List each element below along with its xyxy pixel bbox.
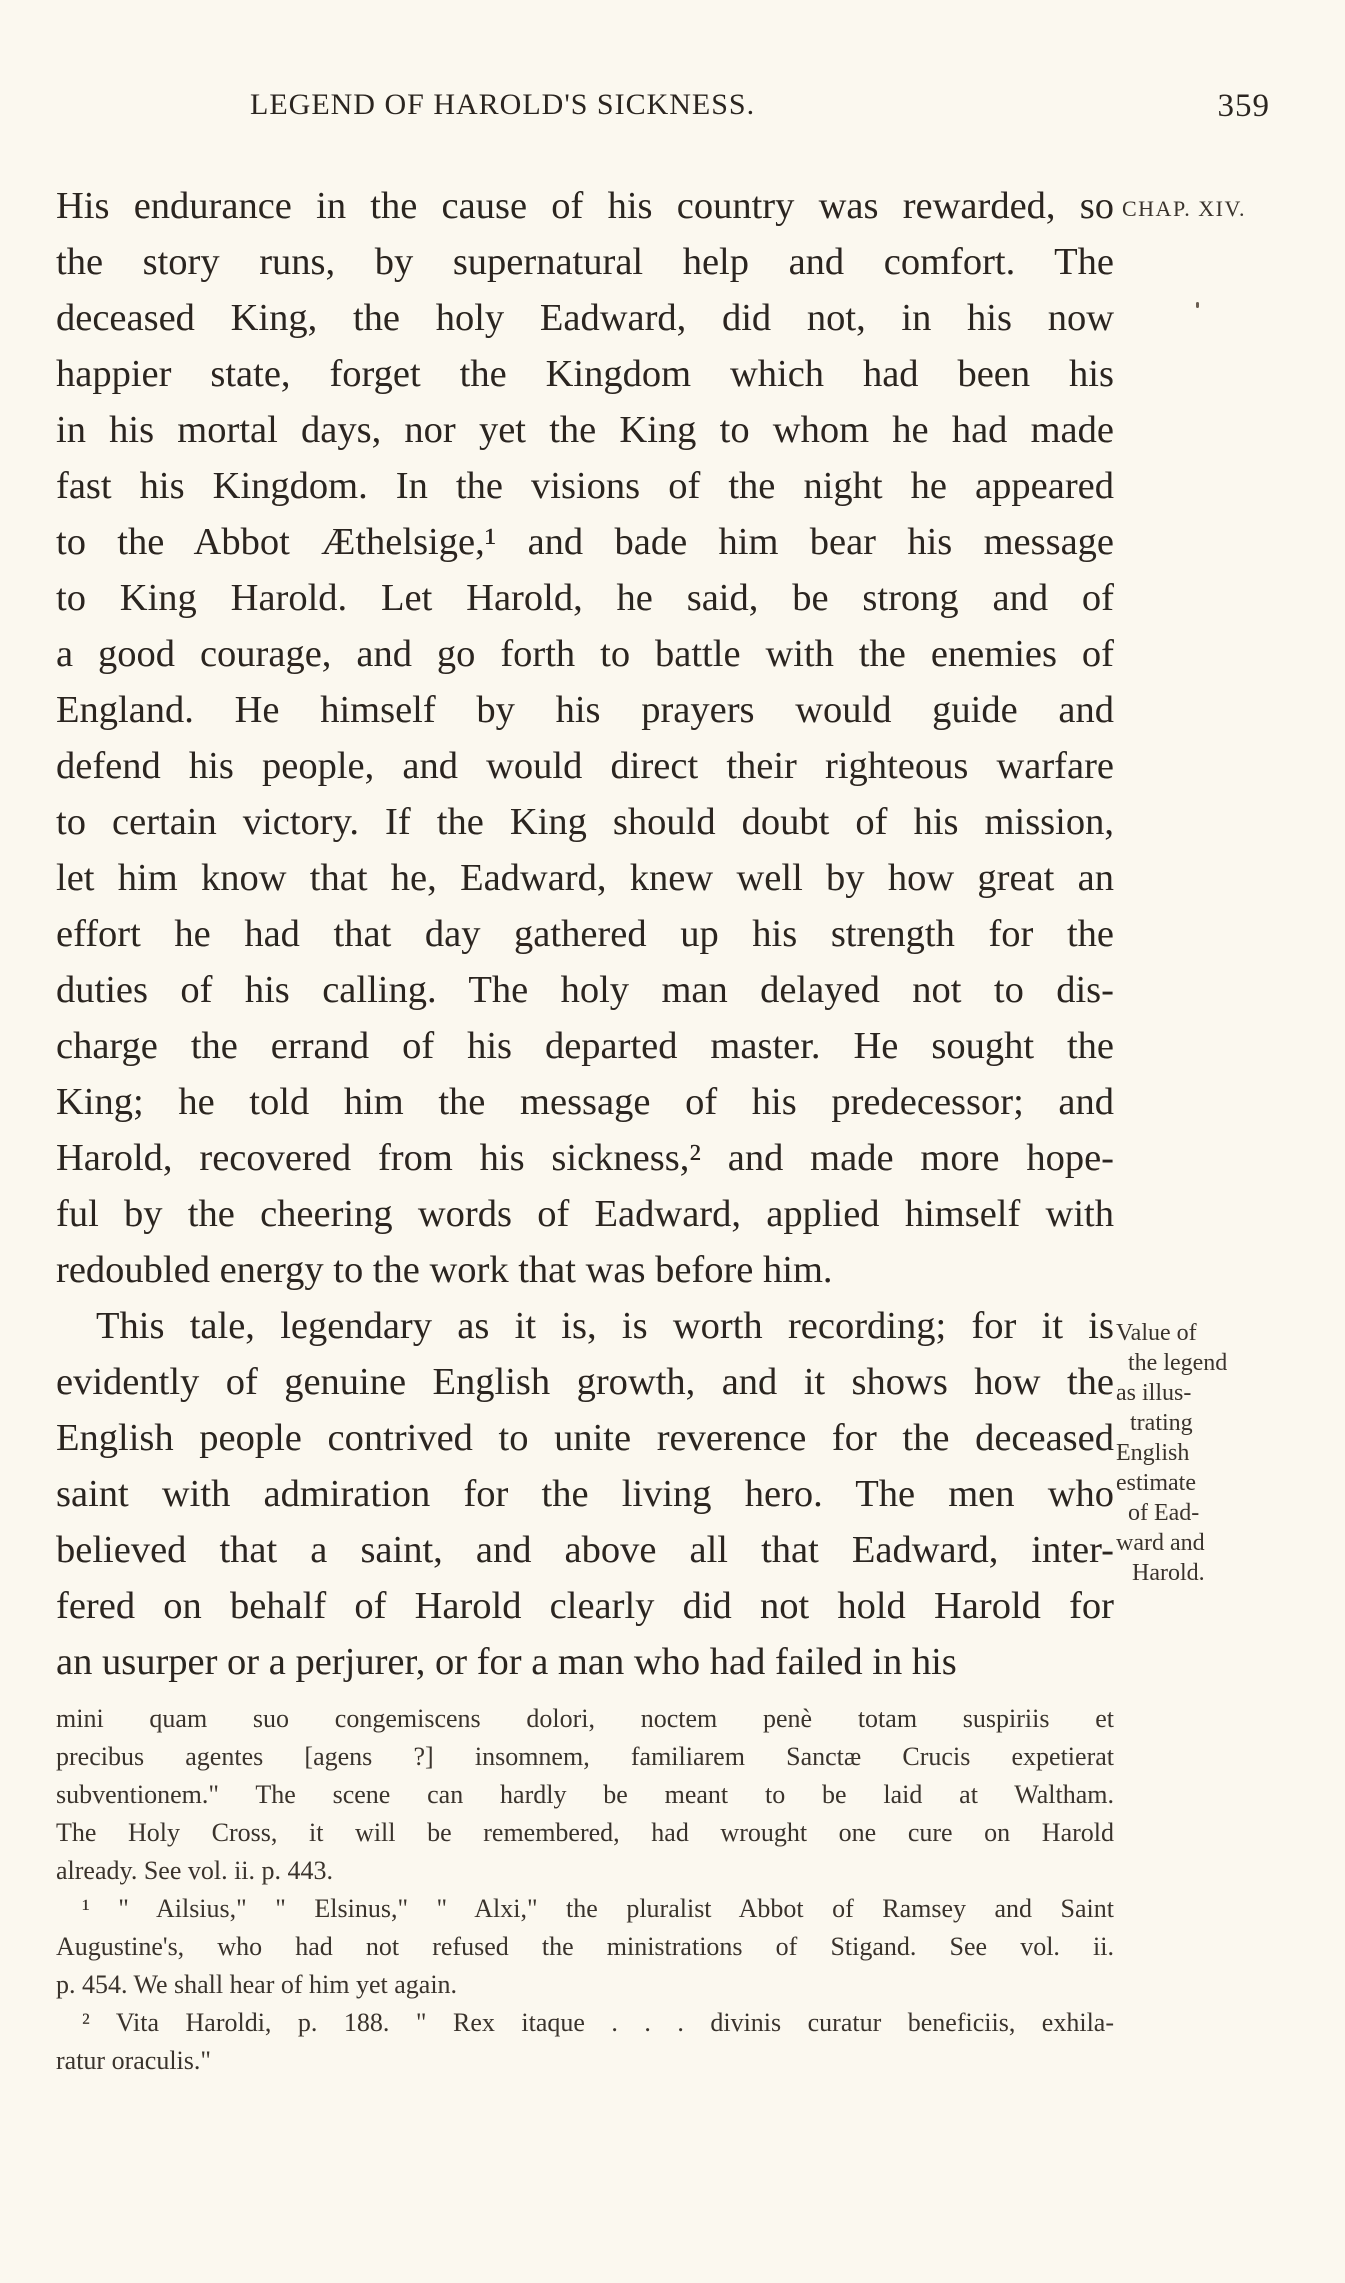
footnote-line: ² Vita Haroldi, p. 188. " Rex itaque . . . divinis curatur beneficiis, exhila- [82, 2008, 1114, 2037]
footnote-1 [56, 1890, 1114, 2004]
text-line: an usurper or a perjurer, or for a man who had failed in his [56, 1641, 957, 1683]
sidenote-line: the legend [1128, 1350, 1228, 1376]
sidenote-line: estimate [1116, 1470, 1196, 1496]
text-line: ful by the cheering words of Eadward, applied himself with [56, 1193, 1114, 1235]
text-line: to King Harold. Let Harold, he said, be strong and of [56, 577, 1114, 619]
sidenote-line: English [1116, 1440, 1190, 1466]
text-line: evidently of genuine English growth, and it shows how the [56, 1361, 1114, 1403]
ink-speck [1196, 302, 1199, 308]
paragraph-2 [56, 1298, 1114, 1690]
text-line: defend his people, and would direct their righteous warfare [56, 745, 1114, 787]
sidenote-line: trating [1130, 1410, 1193, 1436]
text-line: fered on behalf of Harold clearly did not hold Harold for [56, 1585, 1114, 1627]
text-line: happier state, forget the Kingdom which had been his [56, 353, 1114, 395]
text-line: a good courage, and go forth to battle with the enemies of [56, 633, 1114, 675]
text-line: to certain victory. If the King should doubt of his mission, [56, 801, 1114, 843]
page-number: 359 [1217, 88, 1270, 124]
footnote-line: p. 454. We shall hear of him yet again. [56, 1970, 458, 1999]
chapter-sidenote: CHAP. XIV. [1122, 196, 1247, 221]
sidenote-line: Value of [1116, 1320, 1197, 1346]
main-text [56, 178, 1114, 1690]
footnote-2 [56, 2004, 1114, 2080]
sidenote-line: ward and [1116, 1530, 1205, 1556]
footnotes [56, 1700, 1114, 2080]
text-line: in his mortal days, nor yet the King to whom he had made [56, 409, 1114, 451]
paragraph-1 [56, 178, 1114, 1298]
text-line: let him know that he, Eadward, knew well by how great an [56, 857, 1114, 899]
footnote-line: Augustine's, who had not refused the ministrations of Stigand. See vol. ii. [56, 1932, 1114, 1961]
footnote-line: already. See vol. ii. p. 443. [56, 1856, 334, 1885]
text-line: English people contrived to unite reverence for the deceased [56, 1417, 1114, 1459]
footnote-line: mini quam suo congemiscens dolori, noctem penè totam suspiriis et [56, 1704, 1114, 1733]
text-line: believed that a saint, and above all that Eadward, inter- [56, 1529, 1114, 1571]
text-line: This tale, legendary as it is, is worth recording; for it is [96, 1305, 1114, 1347]
text-line: the story runs, by supernatural help and comfort. The [56, 241, 1114, 283]
footnote-line: precibus agentes [agens ?] insomnem, familiarem Sanctæ Crucis expetierat [56, 1742, 1114, 1771]
text-line: His endurance in the cause of his country was rewarded, so [56, 185, 1114, 227]
footnote-line: subventionem." The scene can hardly be meant to be laid at Waltham. [56, 1780, 1114, 1809]
text-line: deceased King, the holy Eadward, did not, in his now [56, 297, 1114, 339]
footnote-line: ratur oraculis." [56, 2046, 211, 2075]
text-line: fast his Kingdom. In the visions of the night he appeared [56, 465, 1114, 507]
legend-sidenote [1116, 1318, 1266, 1588]
sidenote-line: as illus- [1116, 1380, 1192, 1406]
text-line: King; he told him the message of his predecessor; and [56, 1081, 1114, 1123]
text-line: Harold, recovered from his sickness,² and made more hope- [56, 1137, 1114, 1179]
sidenote-line: Harold. [1132, 1560, 1205, 1586]
text-line: England. He himself by his prayers would guide and [56, 689, 1114, 731]
text-line: effort he had that day gathered up his strength for the [56, 913, 1114, 955]
footnote-line: ¹ " Ailsius," " Elsinus," " Alxi," the pluralist Abbot of Ramsey and Saint [82, 1894, 1114, 1923]
text-line: saint with admiration for the living hero. The men who [56, 1473, 1114, 1515]
text-line: charge the errand of his departed master. He sought the [56, 1025, 1114, 1067]
text-line: to the Abbot Æthelsige,¹ and bade him bear his message [56, 521, 1114, 563]
text-line: duties of his calling. The holy man delayed not to dis- [56, 969, 1114, 1011]
footnote-continued [56, 1700, 1114, 1890]
sidenote-line: of Ead- [1128, 1500, 1200, 1526]
footnote-line: The Holy Cross, it will be remembered, had wrought one cure on Harold [56, 1818, 1114, 1847]
running-head-title: LEGEND OF HAROLD'S SICKNESS. [250, 88, 756, 121]
text-line: redoubled energy to the work that was before him. [56, 1249, 833, 1291]
